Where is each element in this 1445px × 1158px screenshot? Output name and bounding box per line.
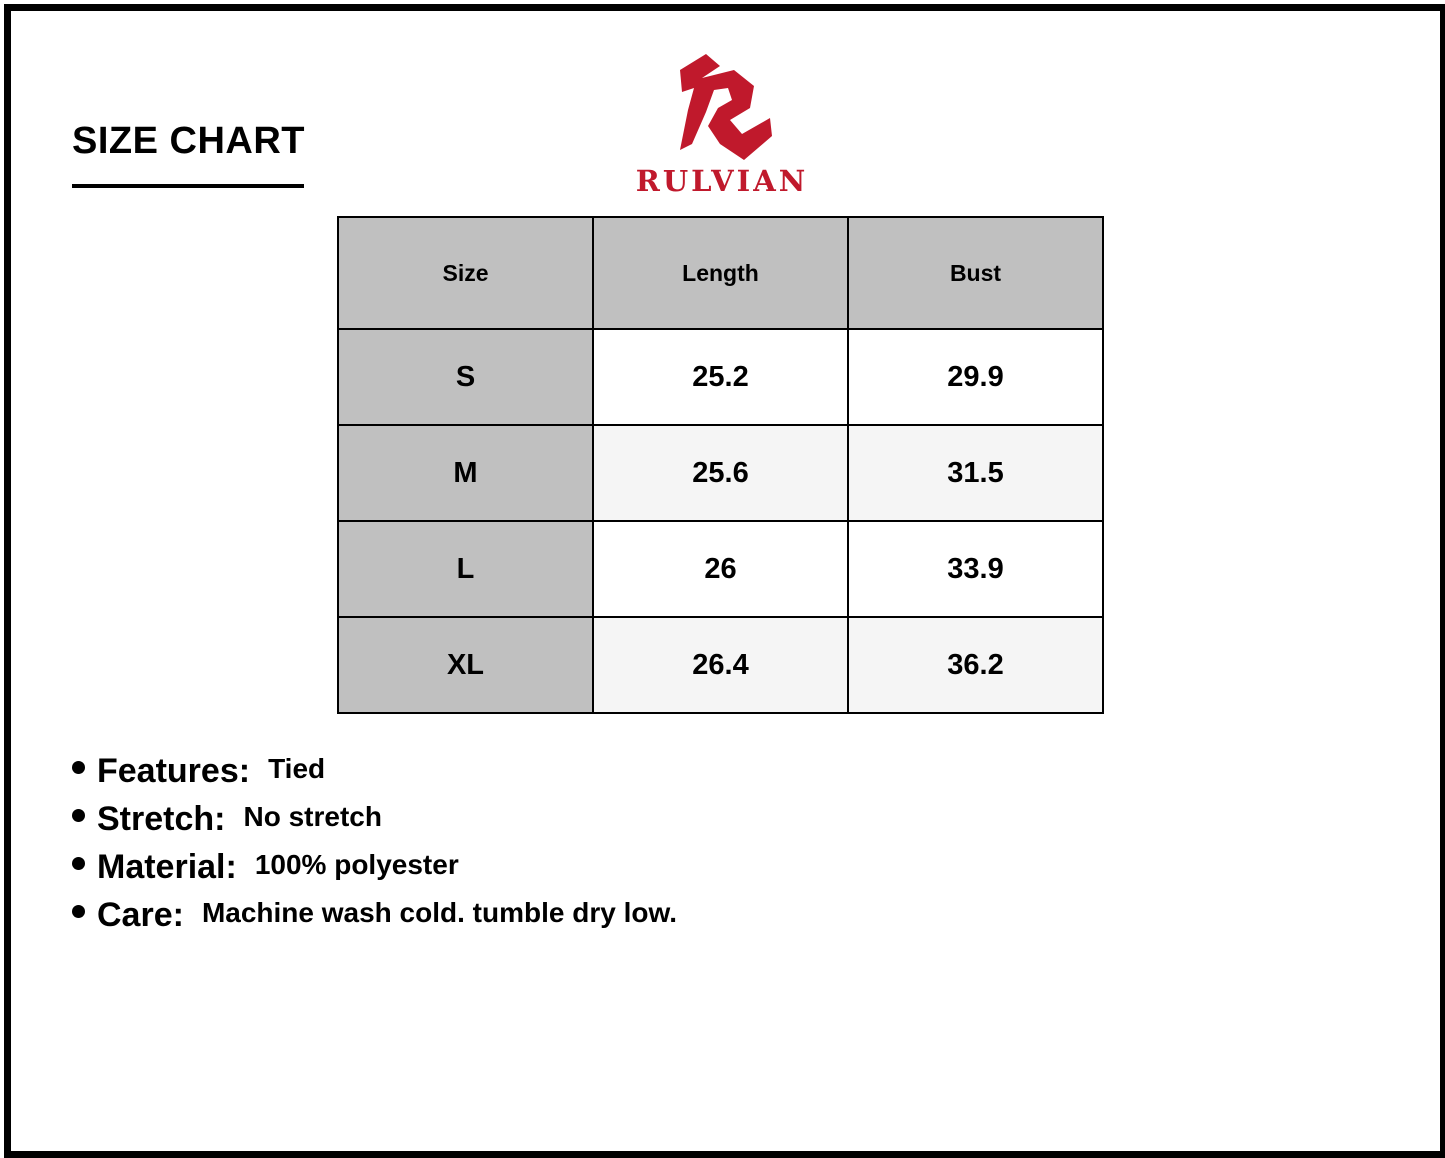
table-header-row bbox=[338, 217, 1103, 329]
page-title: SIZE CHART bbox=[72, 120, 305, 162]
features-list bbox=[72, 752, 677, 944]
header-bust: Bust bbox=[848, 217, 1103, 329]
feature-value: Tied bbox=[268, 753, 326, 784]
list-item bbox=[72, 800, 677, 848]
size-table bbox=[337, 216, 1104, 714]
cell-length: 26.4 bbox=[593, 617, 848, 713]
bullet-icon bbox=[72, 905, 85, 918]
list-item bbox=[72, 848, 677, 896]
cell-bust: 29.9 bbox=[848, 329, 1103, 425]
bullet-icon bbox=[72, 857, 85, 870]
feature-value: 100% polyester bbox=[254, 849, 459, 880]
feature-label: Care: bbox=[97, 896, 184, 934]
cell-bust: 36.2 bbox=[848, 617, 1103, 713]
cell-size: XL bbox=[338, 617, 593, 713]
cell-length: 25.6 bbox=[593, 425, 848, 521]
brand-name: RULVIAN bbox=[635, 164, 809, 198]
table-row bbox=[338, 617, 1103, 713]
cell-bust: 31.5 bbox=[848, 425, 1103, 521]
stylized-letter-r-icon bbox=[622, 52, 822, 164]
feature-label: Stretch: bbox=[97, 800, 226, 838]
cell-length: 26 bbox=[593, 521, 848, 617]
cell-bust: 33.9 bbox=[848, 521, 1103, 617]
cell-size: M bbox=[338, 425, 593, 521]
title-underline bbox=[72, 184, 304, 188]
table-row bbox=[338, 425, 1103, 521]
feature-value: Machine wash cold. tumble dry low. bbox=[201, 897, 677, 928]
list-item bbox=[72, 752, 677, 800]
bullet-icon bbox=[72, 761, 85, 774]
cell-length: 25.2 bbox=[593, 329, 848, 425]
header-size: Size bbox=[338, 217, 593, 329]
cell-size: L bbox=[338, 521, 593, 617]
feature-label: Material: bbox=[97, 848, 237, 886]
cell-size: S bbox=[338, 329, 593, 425]
table-row bbox=[338, 329, 1103, 425]
feature-label: Features: bbox=[97, 752, 251, 790]
list-item bbox=[72, 896, 677, 944]
header-length: Length bbox=[593, 217, 848, 329]
bullet-icon bbox=[72, 809, 85, 822]
table-row bbox=[338, 521, 1103, 617]
brand-logo bbox=[622, 52, 822, 202]
feature-value: No stretch bbox=[243, 801, 382, 832]
